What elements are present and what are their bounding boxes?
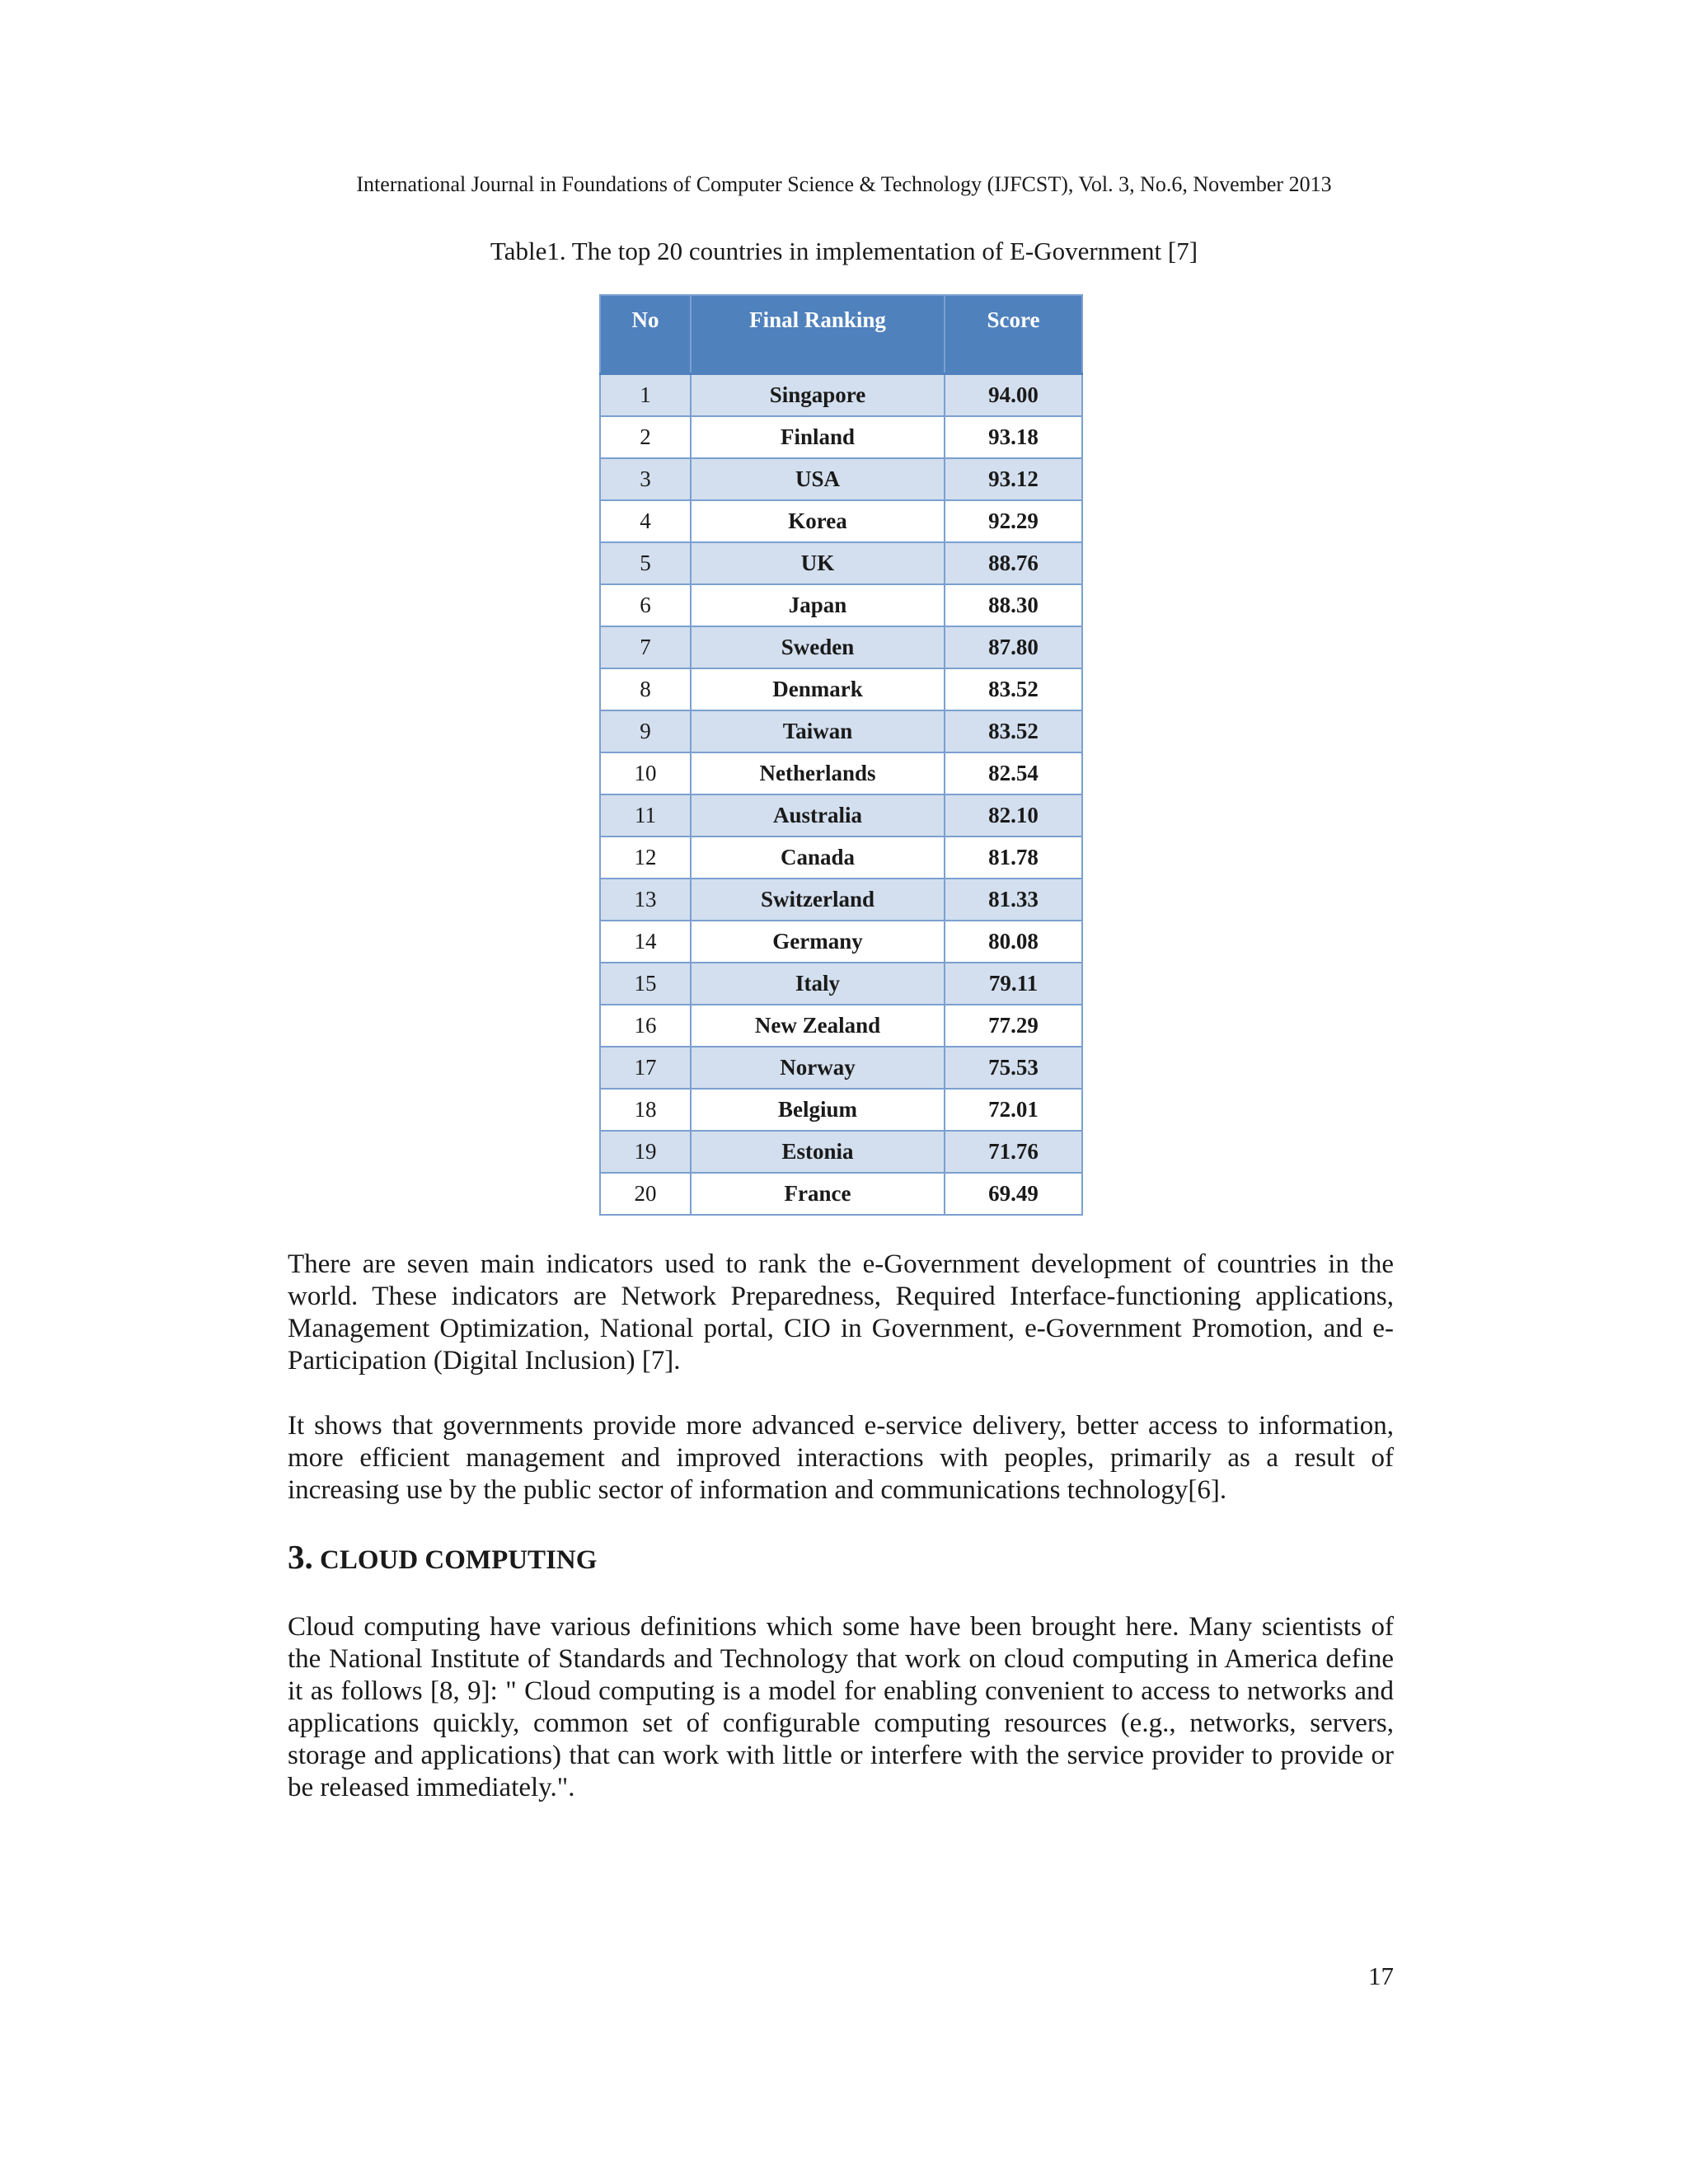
score-cell: 83.52: [945, 710, 1082, 752]
column-header-final-ranking: Final Ranking: [691, 295, 945, 373]
table-row: [600, 416, 1082, 458]
rank-cell: 6: [600, 584, 691, 626]
table-caption: Table1. The top 20 countries in implementation of E-Government [7]: [490, 237, 1198, 265]
section-heading: [288, 1538, 597, 1579]
score-cell: 79.11: [945, 963, 1082, 1005]
score-cell: 81.78: [945, 837, 1082, 879]
score-cell: 81.33: [945, 879, 1082, 921]
table-row: [600, 1131, 1082, 1173]
country-cell: USA: [691, 458, 945, 500]
score-cell: 82.54: [945, 752, 1082, 794]
table-row: [600, 1047, 1082, 1089]
rank-cell: 8: [600, 668, 691, 710]
column-header-no: No: [600, 295, 691, 373]
table-row: [600, 668, 1082, 710]
score-cell: 92.29: [945, 500, 1082, 542]
rank-cell: 2: [600, 416, 691, 458]
country-cell: Korea: [691, 500, 945, 542]
score-cell: 88.76: [945, 542, 1082, 584]
rank-cell: 18: [600, 1089, 691, 1131]
score-cell: 83.52: [945, 668, 1082, 710]
score-cell: 69.49: [945, 1173, 1082, 1215]
rank-cell: 17: [600, 1047, 691, 1089]
table-row: [600, 710, 1082, 752]
rank-cell: 5: [600, 542, 691, 584]
paragraph-cloud-computing: Cloud computing have various definitions which some have been brought here. Many scientists of the National Institute of Standards and Technology that work on cloud computing in America define it as follows [8, 9]: " Cloud computing is a model for enabling convenient to access to networks and applications quickly, common set of configurable computing resources (e.g., networks, servers, storage and applications) that can work with little or interfere with the service provider to provide or be released immediately.".: [288, 1612, 1394, 1802]
table-row: [600, 1089, 1082, 1131]
score-cell: 80.08: [945, 921, 1082, 963]
table-row: [600, 373, 1082, 416]
country-cell: Japan: [691, 584, 945, 626]
country-cell: Estonia: [691, 1131, 945, 1173]
table-header-row: [600, 295, 1082, 373]
table-row: [600, 794, 1082, 837]
rank-cell: 3: [600, 458, 691, 500]
journal-header: International Journal in Foundations of Computer Science & Technology (IJFCST), Vol. 3, No.6, November 2013: [356, 172, 1332, 196]
country-cell: Italy: [691, 963, 945, 1005]
rank-cell: 14: [600, 921, 691, 963]
country-cell: Canada: [691, 837, 945, 879]
score-cell: 93.12: [945, 458, 1082, 500]
country-cell: Denmark: [691, 668, 945, 710]
country-cell: Belgium: [691, 1089, 945, 1131]
country-cell: Netherlands: [691, 752, 945, 794]
column-header-score: Score: [945, 295, 1082, 373]
table-row: [600, 500, 1082, 542]
score-cell: 93.18: [945, 416, 1082, 458]
score-cell: 88.30: [945, 584, 1082, 626]
country-cell: Taiwan: [691, 710, 945, 752]
country-cell: Sweden: [691, 626, 945, 668]
country-cell: Finland: [691, 416, 945, 458]
score-cell: 71.76: [945, 1131, 1082, 1173]
country-cell: France: [691, 1173, 945, 1215]
score-cell: 75.53: [945, 1047, 1082, 1089]
rank-cell: 12: [600, 837, 691, 879]
table-row: [600, 626, 1082, 668]
rank-cell: 19: [600, 1131, 691, 1173]
country-cell: Germany: [691, 921, 945, 963]
country-cell: Singapore: [691, 373, 945, 416]
rank-cell: 13: [600, 879, 691, 921]
page-number: 17: [1368, 1961, 1394, 1990]
country-cell: UK: [691, 542, 945, 584]
country-cell: New Zealand: [691, 1005, 945, 1047]
rank-cell: 4: [600, 500, 691, 542]
table-row: [600, 542, 1082, 584]
table-row: [600, 963, 1082, 1005]
paragraph-governments: It shows that governments provide more advanced e-service delivery, better access to information, more efficient management and improved interactions with peoples, primarily as a result of increasing use by the public sector of information and communications technology[6].: [288, 1411, 1394, 1505]
rank-cell: 9: [600, 710, 691, 752]
ranking-table: [599, 294, 1083, 1216]
table-row: [600, 1173, 1082, 1215]
score-cell: 72.01: [945, 1089, 1082, 1131]
score-cell: 94.00: [945, 373, 1082, 416]
score-cell: 82.10: [945, 794, 1082, 837]
country-cell: Norway: [691, 1047, 945, 1089]
table-row: [600, 752, 1082, 794]
rank-cell: 7: [600, 626, 691, 668]
rank-cell: 16: [600, 1005, 691, 1047]
rank-cell: 10: [600, 752, 691, 794]
table-row: [600, 921, 1082, 963]
table-row: [600, 1005, 1082, 1047]
table-row: [600, 879, 1082, 921]
table-row: [600, 458, 1082, 500]
rank-cell: 11: [600, 794, 691, 837]
rank-cell: 20: [600, 1173, 691, 1215]
rank-cell: 15: [600, 963, 691, 1005]
section-title: CLOUD COMPUTING: [320, 1545, 598, 1575]
section-number: 3.: [288, 1538, 313, 1576]
score-cell: 77.29: [945, 1005, 1082, 1047]
table-header: [600, 295, 1082, 373]
table-body: [600, 373, 1082, 1215]
table-row: [600, 837, 1082, 879]
paragraph-indicators: There are seven main indicators used to rank the e-Government development of countries in the world. These indicators are Network Preparedness, Required Interface-functioning applications, Management Optimization, National portal, CIO in Government, e-Government Promotion, and e-Participation (Digital Inclusion) [7].: [288, 1249, 1394, 1376]
rank-cell: 1: [600, 373, 691, 416]
table-row: [600, 584, 1082, 626]
score-cell: 87.80: [945, 626, 1082, 668]
country-cell: Switzerland: [691, 879, 945, 921]
country-cell: Australia: [691, 794, 945, 837]
